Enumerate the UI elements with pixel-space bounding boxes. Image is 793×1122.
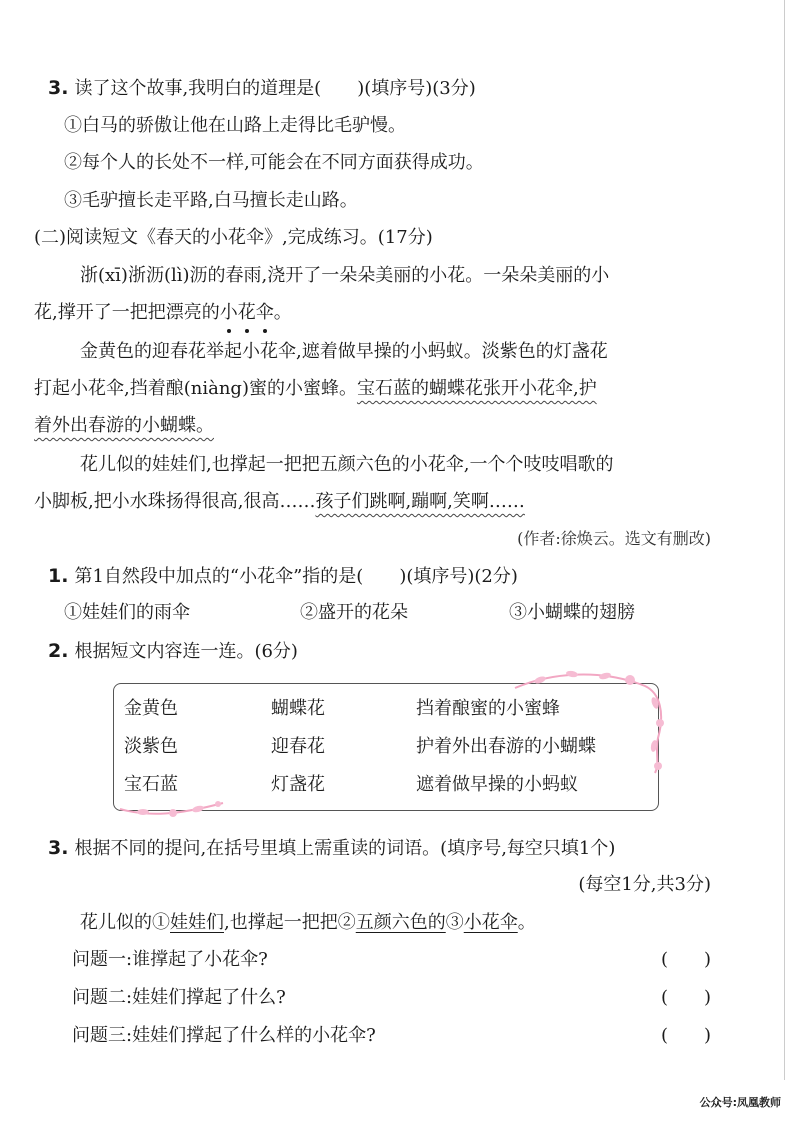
match-col3-item-1[interactable]: 挡着酿蜜的小蜜蜂 [416, 698, 560, 719]
match-col1-item-3[interactable]: 宝石蓝 [124, 774, 178, 795]
passage-p1-line2-pre: 花,撑开了一把把漂亮的 [34, 302, 220, 323]
dotted-char-hua: 花 [237, 302, 256, 323]
q3-stem [48, 836, 615, 861]
passage-p2-line2-wavy: 宝石蓝的蝴蝶花张开小花伞,护 [356, 378, 597, 399]
q3-question-3: 问题三:娃娃们撑起了什么样的小花伞? [72, 1025, 376, 1046]
q3-answer-blank-3[interactable]: ( ) [660, 1025, 711, 1046]
floral-decoration-icon [510, 668, 670, 778]
passage-author: (作者:徐焕云。选文有删改) [517, 529, 711, 548]
passage-p1-line1: 浙(xī)浙沥(lì)沥的春雨,浇开了一朵朵美丽的小花。一朵朵美丽的小 [80, 265, 610, 286]
q3-question-2: 问题二:娃娃们撑起了什么? [72, 987, 286, 1008]
q1-number: 1. [48, 565, 69, 587]
q1-stem-text: 第1自然段中加点的“小花伞”指的是( )(填序号)(2分) [74, 566, 518, 587]
passage-p3-line2-wavy: 孩子们跳啊,蹦啊,笑啊…… [315, 491, 525, 512]
footer-watermark: 公众号:凤凰教师 [699, 1096, 781, 1109]
q3-stem-text: 根据不同的提问,在括号里填上需重读的词语。(填序号,每空只填1个) [74, 838, 616, 859]
q3-top-stem [48, 76, 476, 101]
match-col2-item-2[interactable]: 迎春花 [271, 736, 325, 757]
passage-p3-line2-pre: 小脚板,把小水珠扬得很高,很高…… [34, 491, 316, 512]
q3-answer-blank-1[interactable]: ( ) [660, 949, 711, 970]
q3-score: (每空1分,共3分) [578, 874, 711, 895]
q3-top-option-1: ①白马的骄傲让他在山路上走得比毛驴慢。 [64, 115, 406, 136]
section-2-heading: (二)阅读短文《春天的小花伞》,完成练习。(17分) [34, 227, 433, 248]
q3-sentence-part-4: 。 [517, 912, 536, 933]
q1-stem [48, 564, 518, 589]
passage-p3-line2 [34, 490, 525, 514]
page-edge-line [784, 0, 785, 1080]
match-col3-item-3[interactable]: 遮着做早操的小蚂蚁 [416, 774, 578, 795]
q3-sentence-part-2: ,也撑起一把把② [224, 912, 356, 933]
q3-answer-blank-2[interactable]: ( ) [660, 987, 711, 1008]
passage-p2-line3 [34, 414, 214, 438]
q3-sentence-part-1: 花儿似的① [80, 912, 170, 933]
q3-sentence-underlined-3: 小花伞 [463, 912, 518, 933]
q1-option-3: ③小蝴蝶的翅膀 [509, 602, 635, 623]
q3-top-option-3: ③毛驴擅长走平路,白马擅长走山路。 [64, 190, 358, 211]
q2-number: 2. [48, 640, 69, 662]
q3-sentence [80, 911, 536, 935]
q1-option-1: ①娃娃们的雨伞 [64, 602, 190, 623]
q1-option-2: ②盛开的花朵 [300, 602, 408, 623]
passage-p2-line2-pre: 打起小花伞,挡着酿(niàng)蜜的小蜜蜂。 [34, 378, 357, 399]
q3-top-option-2: ②每个人的长处不一样,可能会在不同方面获得成功。 [64, 152, 484, 173]
passage-p2-line3-wavy: 着外出春游的小蝴蝶。 [34, 415, 214, 436]
q3-top-stem-text: 读了这个故事,我明白的道理是( )(填序号)(3分) [74, 78, 476, 99]
q3-sentence-part-3: ③ [445, 912, 464, 933]
q3-top-number: 3. [48, 77, 69, 99]
passage-p1-line2 [34, 301, 292, 325]
q2-stem [48, 639, 298, 664]
q3-number: 3. [48, 837, 69, 859]
q2-stem-text: 根据短文内容连一连。(6分) [74, 641, 298, 662]
match-col1-item-2[interactable]: 淡紫色 [124, 736, 178, 757]
dotted-char-xiao: 小 [219, 302, 238, 323]
match-col1-item-1[interactable]: 金黄色 [124, 698, 178, 719]
passage-p2-line1: 金黄色的迎春花举起小花伞,遮着做早操的小蚂蚁。淡紫色的灯盏花 [80, 341, 608, 362]
passage-p3-line1: 花儿似的娃娃们,也撑起一把把五颜六色的小花伞,一个个吱吱唱歌的 [80, 454, 614, 475]
match-col2-item-3[interactable]: 灯盏花 [271, 774, 325, 795]
match-col2-item-1[interactable]: 蝴蝶花 [271, 698, 325, 719]
passage-p2-line2 [34, 377, 597, 401]
q3-sentence-underlined-1: 娃娃们 [170, 912, 224, 933]
q3-sentence-underlined-2: 五颜六色的 [355, 912, 446, 933]
match-col3-item-2[interactable]: 护着外出春游的小蝴蝶 [416, 736, 596, 757]
passage-p1-line2-post: 。 [273, 302, 292, 323]
q3-question-1: 问题一:谁撑起了小花伞? [72, 949, 268, 970]
dotted-char-san: 伞 [255, 302, 274, 323]
floral-decoration-bottom-icon [118, 795, 228, 819]
